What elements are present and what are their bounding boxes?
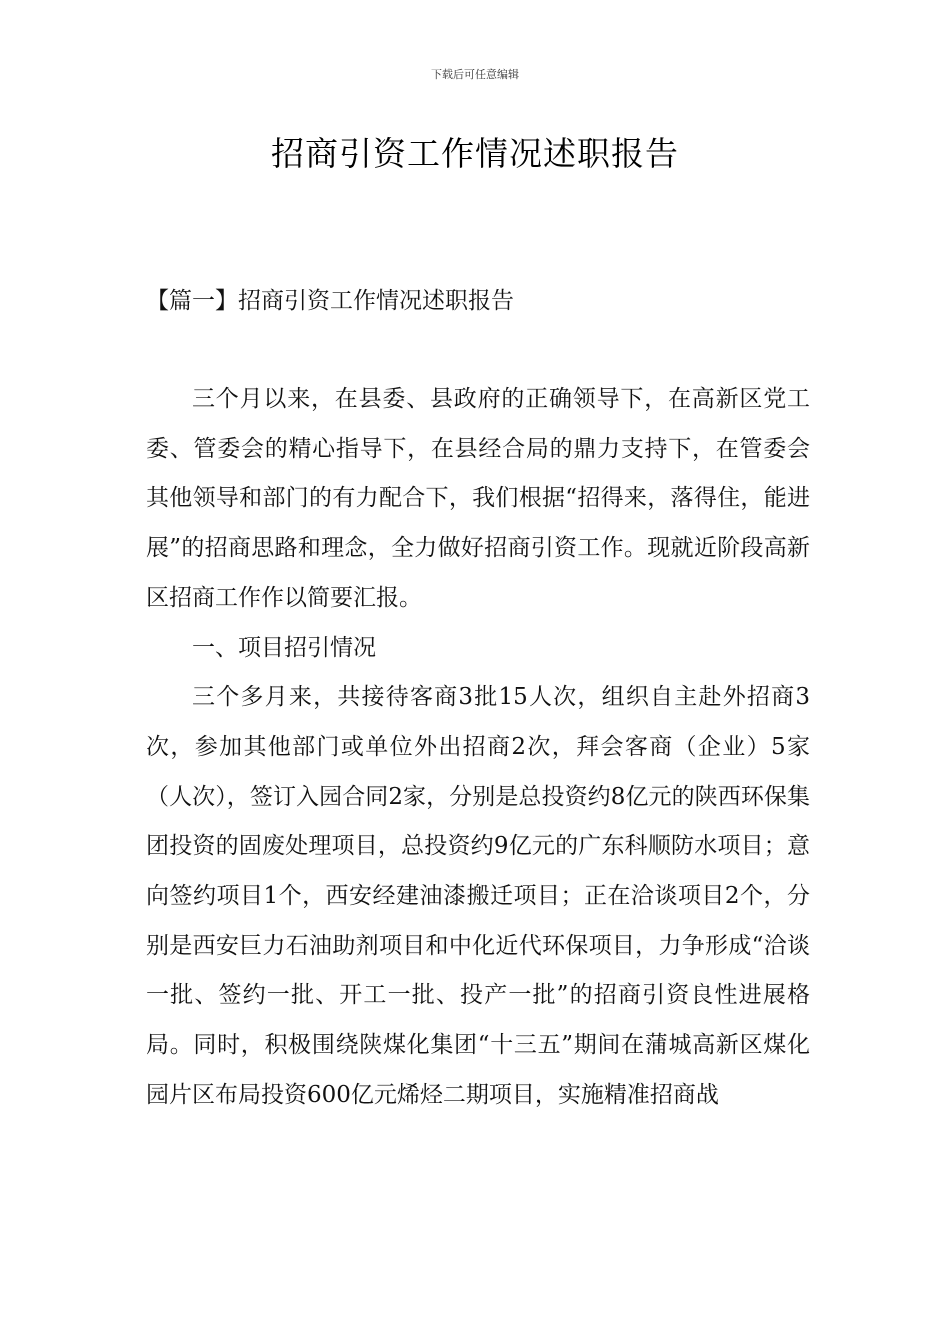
document-title: 招商引资工作情况述职报告: [271, 134, 679, 173]
document-body: [146, 375, 810, 1121]
paragraph-intro: 三个月以来，在县委、县政府的正确领导下，在高新区党工委、管委会的精心指导下，在县经合局的鼎力支持下，在管委会其他领导和部门的有力配合下，我们根据“招得来，落得住，能进展”的招商思路和理念，全力做好招商引资工作。现就近阶段高新区招商工作作以简要汇报。: [146, 386, 810, 611]
page-header-note: 下载后可任意编辑: [431, 68, 519, 81]
paragraph-subheading: 一、项目招引情况: [192, 634, 376, 661]
paragraph-project-details: 三个多月来，共接待客商3批15人次，组织自主赴外招商3次，参加其他部门或单位外出招商2次，拜会客商（企业）5家（人次），签订入园合同2家，分别是总投资约8亿元的陕西环保集团投资的固废处理项目，总投资约9亿元的广东科顺防水项目；意向签约项目1个，西安经建油漆搬迁项目；正在洽谈项目2个，分别是西安巨力石油助剂项目和中化近代环保项目，力争形成“洽谈一批、签约一批、开工一批、投产一批”的招商引资良性进展格局。同时，积极围绕陕煤化集团“十三五”期间在蒲城高新区煤化园片区布局投资600亿元烯烃二期项目，实施精准招商战: [146, 684, 810, 1108]
section-heading: 【篇一】招商引资工作情况述职报告: [146, 288, 514, 314]
